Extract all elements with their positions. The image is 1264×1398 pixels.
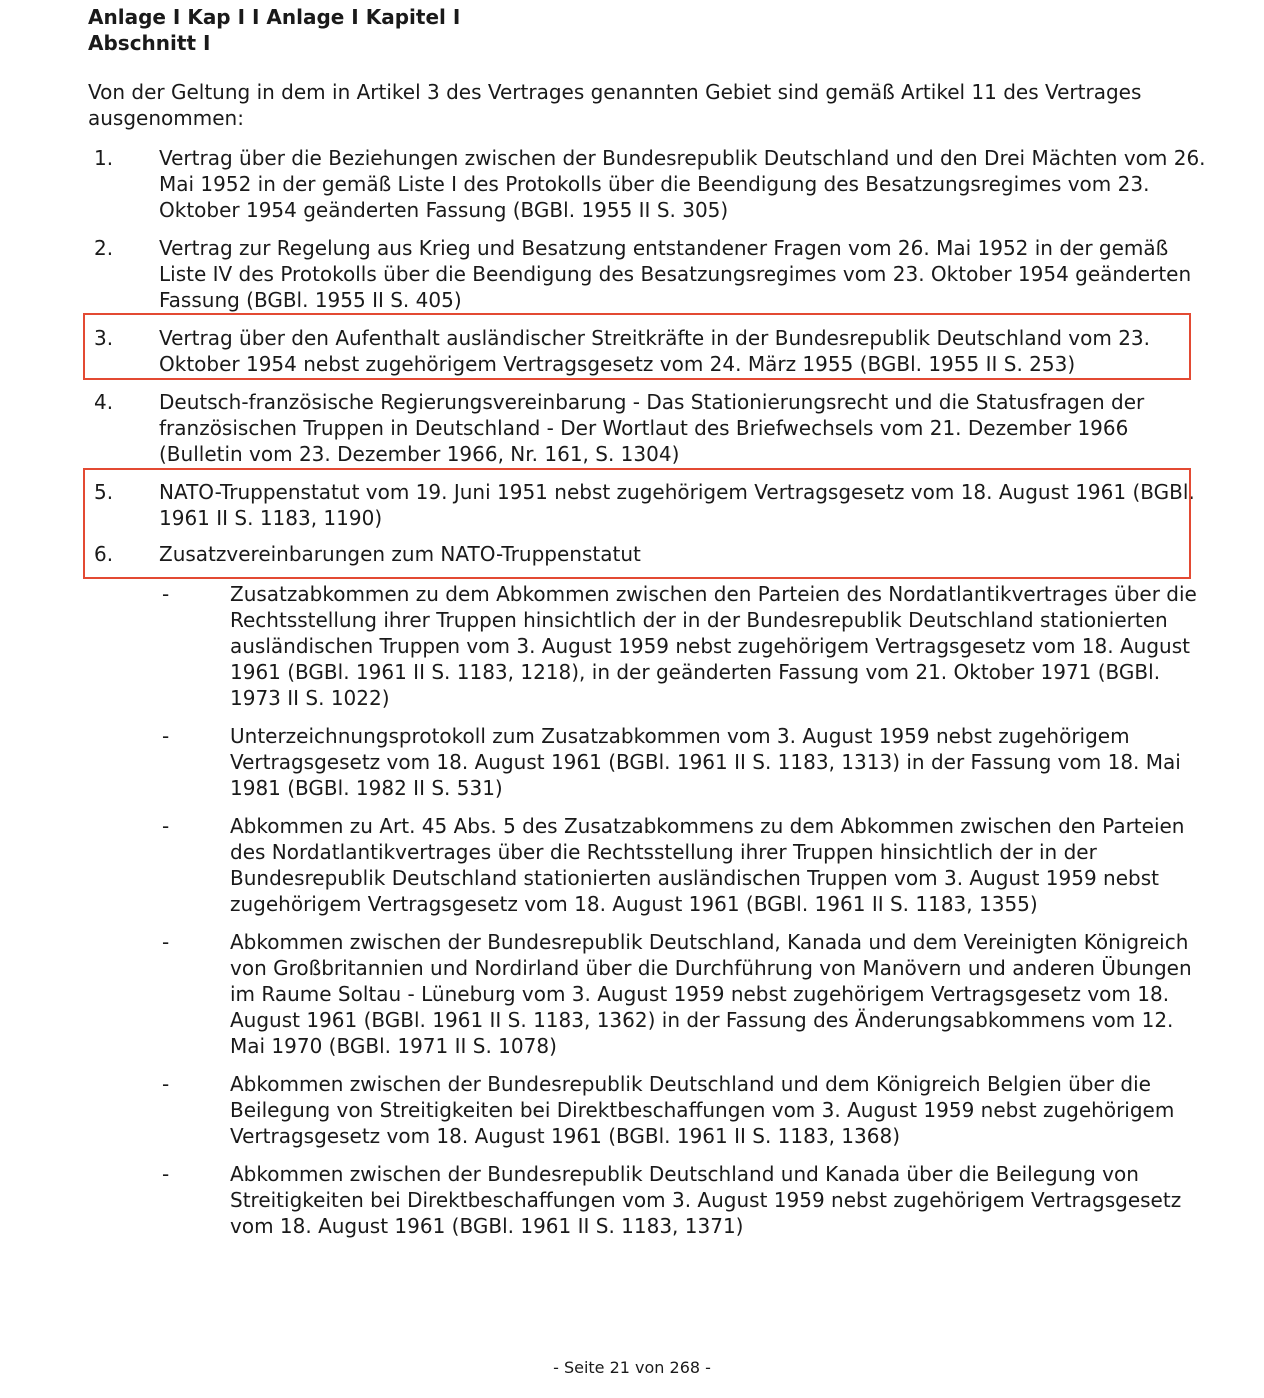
list-item-text: Deutsch-französische Regierungsvereinbarung - Das Stationierungsrecht und die Statusfragen der französischen Truppen in Deutschland - Der Wortlaut des Briefwechsels vom 21. Dezember 1966 (Bulletin vom 23. Dezember 1966, Nr. 161, S. 1304) — [159, 390, 1145, 466]
intro-paragraph: Von der Geltung in dem in Artikel 3 des Vertrages genannten Gebiet sind gemäß Artikel 11 des Vertrages ausgenommen: — [88, 80, 1142, 130]
list-item-number: 4. — [94, 390, 114, 414]
list-item-number: 1. — [94, 146, 114, 170]
sub-list-text: Abkommen zwischen der Bundesrepublik Deutschland, Kanada und dem Vereinigten Königreich von Großbritannien und Nordirland über die Durchführung von Manövern und anderen Übungen im Raume Soltau - Lüneburg vom 3. August 1959 nebst zugehörigem Vertragsgesetz vom 18. August 1961 (BGBl. 1961 II S. 1183, 1362) in der Fassung des Änderungsabkommens vom 12. Mai 1970 (BGBl. 1971 II S. 1078) — [230, 930, 1192, 1058]
list-item-number: 6. — [94, 542, 114, 566]
page-number-footer: - Seite 21 von 268 - — [553, 1358, 711, 1377]
sub-list-dash: - — [162, 1072, 170, 1096]
highlight-box — [83, 313, 1191, 380]
list-item-text: Vertrag über den Aufenthalt ausländischer Streitkräfte in der Bundesrepublik Deutschland vom 23. Oktober 1954 nebst zugehörigem Vertragsgesetz vom 24. März 1955 (BGBl. 1955 II S. 253) — [159, 326, 1151, 376]
heading-line-2: Abschnitt I — [88, 31, 211, 55]
section-heading — [88, 4, 460, 56]
list-item-text: Vertrag über die Beziehungen zwischen der Bundesrepublik Deutschland und den Drei Mächten vom 26. Mai 1952 in der gemäß Liste I des Protokolls über die Beendigung des Besatzungsregimes vom 23. Oktober 1954 geänderten Fassung (BGBl. 1955 II S. 305) — [159, 146, 1206, 222]
list-item-number: 5. — [94, 480, 114, 504]
sub-list-text: Unterzeichnungsprotokoll zum Zusatzabkommen vom 3. August 1959 nebst zugehörigem Vertragsgesetz vom 18. August 1961 (BGBl. 1961 II S. 1183, 1313) in der Fassung vom 18. Mai 1981 (BGBl. 1982 II S. 531) — [230, 724, 1181, 800]
list-item-text: NATO-Truppenstatut vom 19. Juni 1951 nebst zugehörigem Vertragsgesetz vom 18. August 1961 (BGBl. 1961 II S. 1183, 1190) — [159, 480, 1195, 530]
sub-list-text: Abkommen zwischen der Bundesrepublik Deutschland und dem Königreich Belgien über die Beilegung von Streitigkeiten bei Direktbeschaffungen vom 3. August 1959 nebst zugehörigem Vertragsgesetz vom 18. August 1961 (BGBl. 1961 II S. 1183, 1368) — [230, 1072, 1175, 1148]
highlight-box — [83, 468, 1191, 579]
heading-line-1: Anlage I Kap I I Anlage I Kapitel I — [88, 5, 461, 29]
list-item-number: 2. — [94, 236, 114, 260]
sub-list-text: Abkommen zwischen der Bundesrepublik Deutschland und Kanada über die Beilegung von Streitigkeiten bei Direktbeschaffungen vom 3. August 1959 nebst zugehörigem Vertragsgesetz vom 18. August 1961 (BGBl. 1961 II S. 1183, 1371) — [230, 1162, 1182, 1238]
sub-list-dash: - — [162, 814, 170, 838]
list-item-text: Zusatzvereinbarungen zum NATO-Truppenstatut — [159, 542, 641, 566]
sub-list-dash: - — [162, 724, 170, 748]
sub-list-dash: - — [162, 582, 170, 606]
sub-list-dash: - — [162, 1162, 170, 1186]
sub-list-text: Abkommen zu Art. 45 Abs. 5 des Zusatzabkommens zu dem Abkommen zwischen den Parteien des Nordatlantikvertrages über die Rechtsstellung ihrer Truppen hinsichtlich der in der Bundesrepublik Deutschland stationierten ausländischen Truppen vom 3. August 1959 nebst zugehörigem Vertragsgesetz vom 18. August 1961 (BGBl. 1961 II S. 1183, 1355) — [230, 814, 1185, 916]
sub-list-dash: - — [162, 930, 170, 954]
sub-list-text: Zusatzabkommen zu dem Abkommen zwischen den Parteien des Nordatlantikvertrages über die Rechtsstellung ihrer Truppen hinsichtlich der in der Bundesrepublik Deutschland stationierten ausländischen Truppen vom 3. August 1959 nebst zugehörigem Vertragsgesetz vom 18. August 1961 (BGBl. 1961 II S. 1183, 1218), in der geänderten Fassung vom 21. Oktober 1971 (BGBl. 1973 II S. 1022) — [230, 582, 1197, 710]
list-item-number: 3. — [94, 326, 114, 350]
list-item-text: Vertrag zur Regelung aus Krieg und Besatzung entstandener Fragen vom 26. Mai 1952 in der gemäß Liste IV des Protokolls über die Beendigung des Besatzungsregimes vom 23. Oktober 1954 geänderten Fassung (BGBl. 1955 II S. 405) — [159, 236, 1192, 312]
